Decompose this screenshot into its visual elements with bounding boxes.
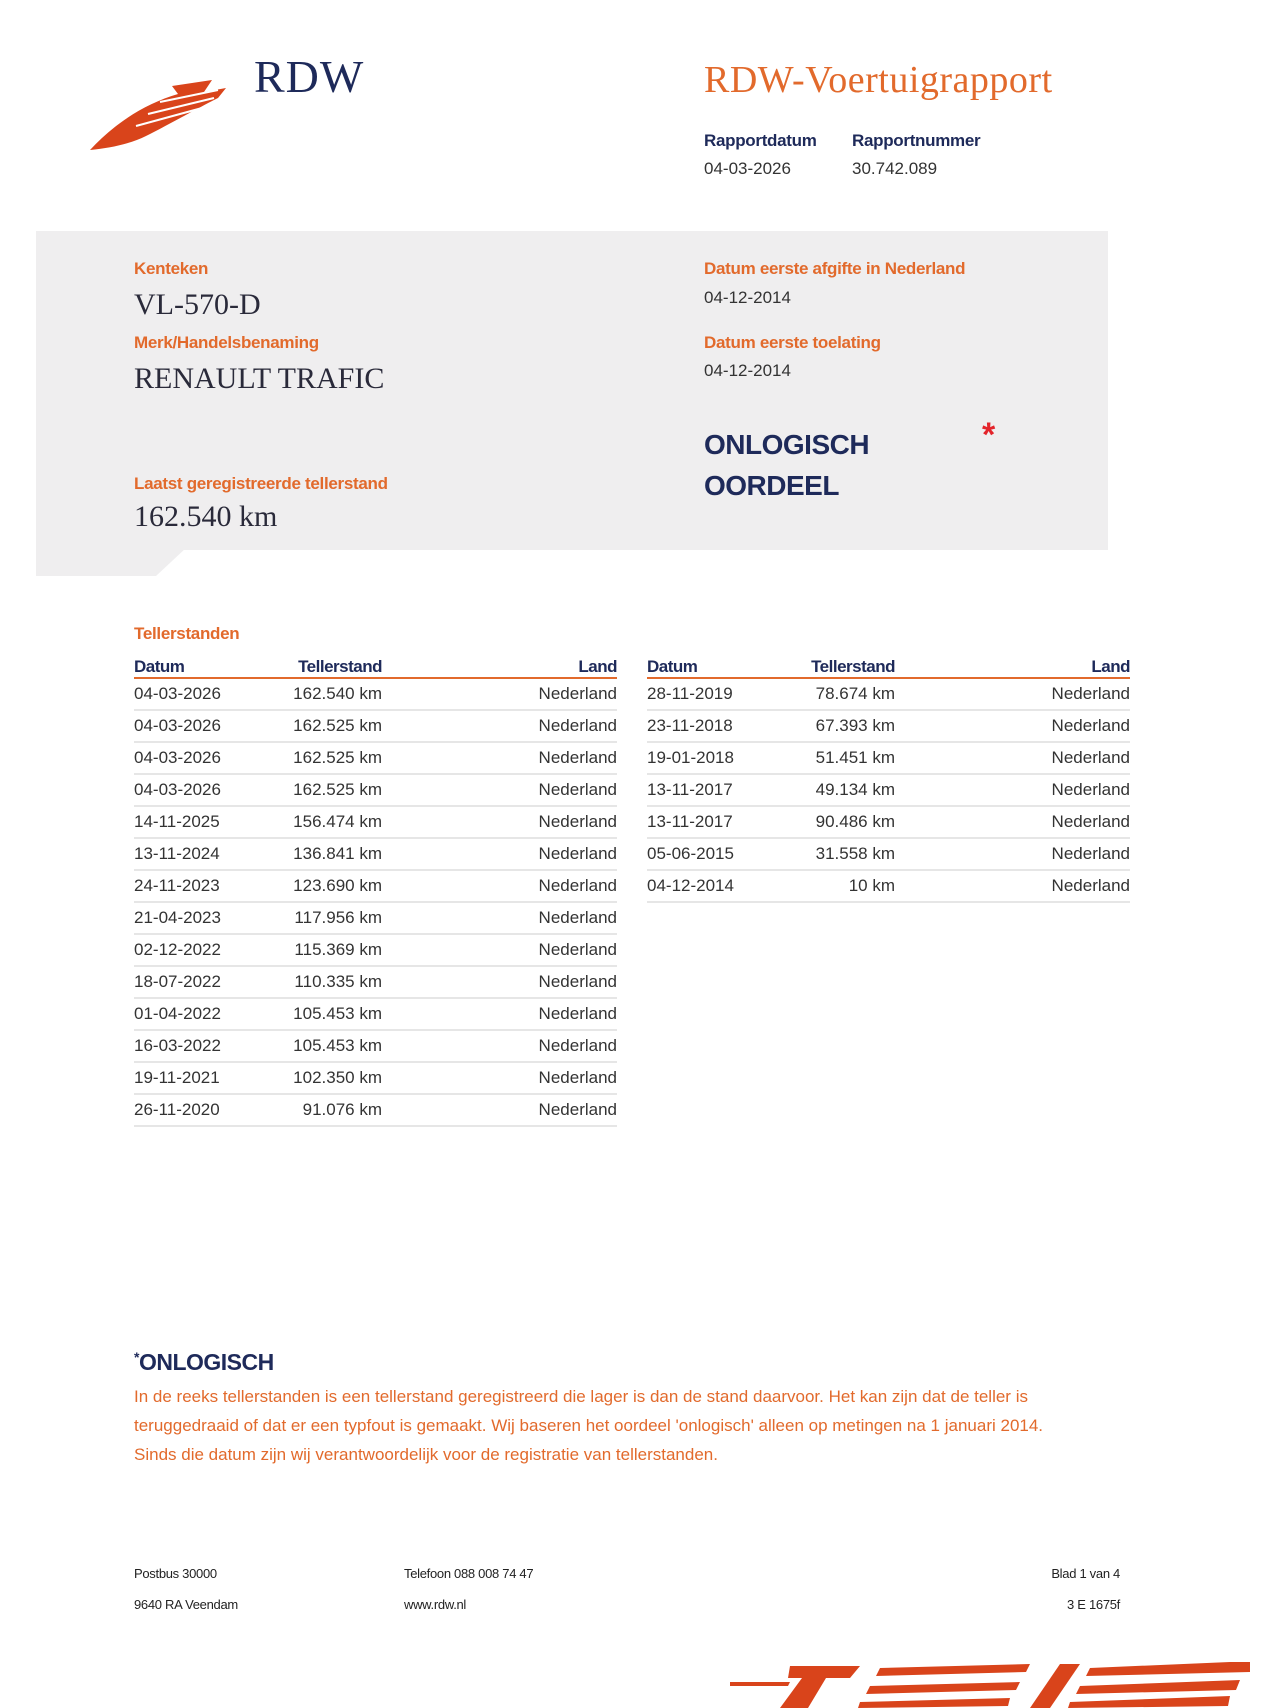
cell-reading: 49.134 km (793, 774, 895, 806)
brand-name: RENAULT TRAFIC (134, 362, 385, 395)
cell-country: Nederland (382, 742, 617, 774)
cell-reading: 162.525 km (280, 710, 382, 742)
cell-reading: 162.525 km (280, 742, 382, 774)
verdict-marker: * (982, 416, 996, 454)
cell-country: Nederland (895, 774, 1130, 806)
table-row (647, 870, 1130, 902)
cell-country: Nederland (382, 806, 617, 838)
odometer-section-title: Tellerstanden (134, 624, 240, 643)
cell-country: Nederland (382, 934, 617, 966)
cell-reading: 105.453 km (280, 998, 382, 1030)
col-header-reading: Tellerstand (793, 652, 895, 678)
verdict (704, 424, 869, 506)
report-number: 30.742.089 (852, 159, 938, 178)
table-row (647, 742, 1130, 774)
footnote-title-text: ONLOGISCH (138, 1349, 274, 1375)
cell-reading: 51.451 km (793, 742, 895, 774)
cell-reading: 91.076 km (280, 1094, 382, 1126)
cell-date: 02-12-2022 (134, 934, 280, 966)
cell-date: 04-12-2014 (647, 870, 793, 902)
cell-date: 19-11-2021 (134, 1062, 280, 1094)
cell-date: 19-01-2018 (647, 742, 793, 774)
panel-tail (36, 548, 186, 576)
last-odometer-label: Laatst geregistreerde tellerstand (134, 474, 388, 493)
cell-reading: 136.841 km (280, 838, 382, 870)
first-admission-date: 04-12-2014 (704, 361, 791, 380)
report-title: RDW-Voertuigrapport (704, 59, 1053, 101)
cell-reading: 105.453 km (280, 1030, 382, 1062)
cell-date: 04-03-2026 (134, 710, 280, 742)
cell-date: 01-04-2022 (134, 998, 280, 1030)
cell-date: 16-03-2022 (134, 1030, 280, 1062)
cell-country: Nederland (895, 710, 1130, 742)
table-row (647, 678, 1130, 710)
cell-date: 21-04-2023 (134, 902, 280, 934)
footer-code: 3 E 1675f (1067, 1597, 1120, 1612)
table-row (647, 806, 1130, 838)
cell-country: Nederland (382, 838, 617, 870)
cell-date: 05-06-2015 (647, 838, 793, 870)
cell-country: Nederland (382, 710, 617, 742)
cell-reading: 162.540 km (280, 678, 382, 710)
col-header-date: Datum (134, 652, 280, 678)
table-row (647, 774, 1130, 806)
report-date-label: Rapportdatum (704, 131, 817, 150)
cell-reading: 123.690 km (280, 870, 382, 902)
table-row (134, 870, 617, 902)
verdict-line-1: ONLOGISCH (704, 429, 870, 460)
logo-text: RDW (254, 51, 365, 102)
cell-date: 13-11-2017 (647, 774, 793, 806)
report-date: 04-03-2026 (704, 159, 791, 178)
cell-date: 04-03-2026 (134, 774, 280, 806)
table-row (134, 774, 617, 806)
cell-date: 14-11-2025 (134, 806, 280, 838)
plate-label: Kenteken (134, 259, 209, 278)
cell-reading: 67.393 km (793, 710, 895, 742)
cell-country: Nederland (895, 838, 1130, 870)
table-row (134, 710, 617, 742)
cell-date: 04-03-2026 (134, 678, 280, 710)
cell-country: Nederland (382, 678, 617, 710)
cell-date: 23-11-2018 (647, 710, 793, 742)
cell-reading: 117.956 km (280, 902, 382, 934)
cell-date: 13-11-2024 (134, 838, 280, 870)
brand-label: Merk/Handelsbenaming (134, 333, 319, 352)
cell-reading: 156.474 km (280, 806, 382, 838)
cell-date: 13-11-2017 (647, 806, 793, 838)
odometer-table-left-body (134, 678, 617, 1126)
rdw-stripes-icon (730, 1660, 1250, 1708)
cell-country: Nederland (382, 774, 617, 806)
cell-country: Nederland (895, 742, 1130, 774)
cell-reading: 78.674 km (793, 678, 895, 710)
cell-reading: 162.525 km (280, 774, 382, 806)
cell-country: Nederland (382, 902, 617, 934)
verdict-line-2: OORDEEL (704, 470, 839, 501)
odometer-table-right-body (647, 678, 1130, 902)
footer-address-line1: Postbus 30000 (134, 1566, 217, 1581)
table-row (134, 1062, 617, 1094)
cell-reading: 115.369 km (280, 934, 382, 966)
table-row (134, 1030, 617, 1062)
cell-country: Nederland (382, 998, 617, 1030)
col-header-date: Datum (647, 652, 793, 678)
odometer-table-left (134, 652, 617, 1127)
cell-country: Nederland (895, 870, 1130, 902)
table-row (134, 678, 617, 710)
cell-country: Nederland (382, 1094, 617, 1126)
footer-page-number: Blad 1 van 4 (1051, 1566, 1120, 1581)
first-admission-label: Datum eerste toelating (704, 333, 881, 352)
cell-date: 28-11-2019 (647, 678, 793, 710)
cell-reading: 31.558 km (793, 838, 895, 870)
table-row (134, 902, 617, 934)
cell-date: 04-03-2026 (134, 742, 280, 774)
footer-website[interactable]: www.rdw.nl (404, 1597, 467, 1612)
footnote-title (134, 1349, 274, 1376)
cell-reading: 102.350 km (280, 1062, 382, 1094)
col-header-country: Land (382, 652, 617, 678)
table-row (647, 838, 1130, 870)
plate-number: VL-570-D (134, 288, 261, 321)
cell-reading: 110.335 km (280, 966, 382, 998)
cell-reading: 90.486 km (793, 806, 895, 838)
cell-country: Nederland (895, 678, 1130, 710)
first-issue-nl-date: 04-12-2014 (704, 288, 791, 307)
cell-country: Nederland (382, 1062, 617, 1094)
cell-country: Nederland (382, 966, 617, 998)
table-row (134, 838, 617, 870)
rdw-wing-logo-icon (90, 74, 240, 154)
table-row (134, 1094, 617, 1126)
cell-reading: 10 km (793, 870, 895, 902)
table-header-row (647, 652, 1130, 678)
footnote-marker: * (134, 1349, 139, 1365)
table-row (647, 710, 1130, 742)
cell-country: Nederland (895, 806, 1130, 838)
odometer-table-right (647, 652, 1130, 903)
last-odometer-value: 162.540 km (134, 500, 278, 533)
first-issue-nl-label: Datum eerste afgifte in Nederland (704, 259, 966, 278)
table-header-row (134, 652, 617, 678)
cell-country: Nederland (382, 870, 617, 902)
cell-date: 18-07-2022 (134, 966, 280, 998)
col-header-country: Land (895, 652, 1130, 678)
report-number-label: Rapportnummer (852, 131, 981, 150)
cell-date: 26-11-2020 (134, 1094, 280, 1126)
table-row (134, 806, 617, 838)
table-row (134, 934, 617, 966)
footer-address-line2: 9640 RA Veendam (134, 1597, 238, 1612)
footer-phone: Telefoon 088 008 74 47 (404, 1566, 534, 1581)
col-header-reading: Tellerstand (280, 652, 382, 678)
table-row (134, 742, 617, 774)
footnote-text: In de reeks tellerstanden is een tellerstand geregistreerd die lager is dan de stand daarvoor. Het kan zijn dat de teller is teruggedraaid of dat er een typfout is gemaakt. Wij baseren het oordeel 'onlogisch' alleen op metingen na 1 januari 2014. Sinds die datum zijn wij verantwoordelijk voor de registratie van tellerstanden. (134, 1387, 1044, 1464)
table-row (134, 998, 617, 1030)
cell-date: 24-11-2023 (134, 870, 280, 902)
cell-country: Nederland (382, 1030, 617, 1062)
table-row (134, 966, 617, 998)
